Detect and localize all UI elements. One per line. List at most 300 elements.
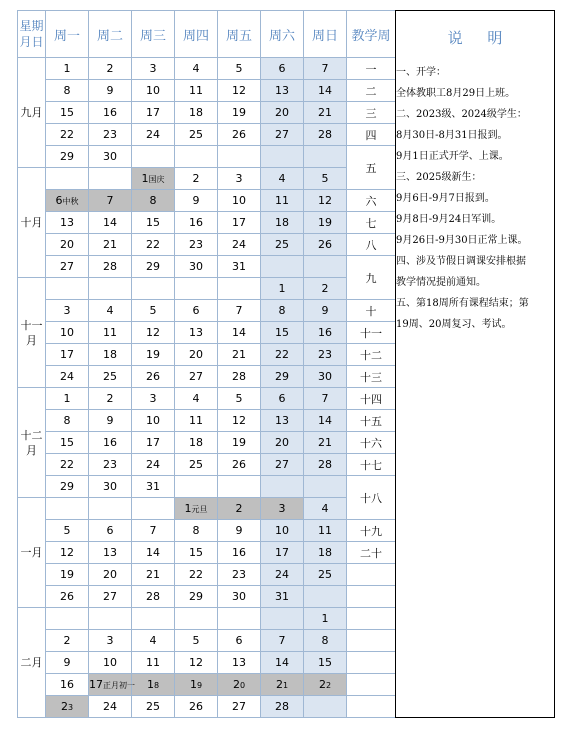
- day-cell: 11: [261, 190, 304, 212]
- month-label: 二月: [18, 608, 46, 718]
- day-cell: [218, 146, 261, 168]
- day-cell: 3: [89, 630, 132, 652]
- week-row: [18, 344, 396, 366]
- day-cell: [261, 146, 304, 168]
- week-row: [18, 256, 396, 278]
- day-cell: [132, 146, 175, 168]
- teaching-week: 十九: [347, 520, 396, 542]
- day-cell: [218, 278, 261, 300]
- teaching-week: 六: [347, 190, 396, 212]
- week-row: [18, 476, 396, 498]
- day-cell: 22: [132, 234, 175, 256]
- day-cell: 16: [304, 322, 347, 344]
- teaching-week: [347, 696, 396, 718]
- teaching-week: [347, 586, 396, 608]
- day-cell: 1国庆: [132, 168, 175, 190]
- day-cell: 20: [46, 234, 89, 256]
- teaching-week: 十五: [347, 410, 396, 432]
- calendar-body: [18, 58, 396, 718]
- day-cell: 31: [132, 476, 175, 498]
- day-cell: 12: [175, 652, 218, 674]
- day-cell: 7: [304, 388, 347, 410]
- teaching-week: [347, 564, 396, 586]
- day-cell: 18: [132, 674, 175, 696]
- teaching-week: 七: [347, 212, 396, 234]
- note-line: 19周、20周复习、考试。: [396, 319, 512, 330]
- month-label: 一月: [18, 498, 46, 608]
- day-cell: 9: [218, 520, 261, 542]
- day-cell: [89, 608, 132, 630]
- corner-top: 星期: [19, 19, 44, 33]
- day-cell: [261, 608, 304, 630]
- week-row: [18, 520, 396, 542]
- day-cell: 26: [175, 696, 218, 718]
- day-cell: 3: [132, 58, 175, 80]
- day-cell: 22: [46, 124, 89, 146]
- day-cell: 19: [218, 432, 261, 454]
- note-line: 9月1日正式开学、上课。: [396, 151, 509, 162]
- day-cell: 4: [175, 388, 218, 410]
- week-row: [18, 564, 396, 586]
- day-cell: [175, 608, 218, 630]
- week-row: [18, 234, 396, 256]
- day-cell: 27: [261, 454, 304, 476]
- month-label: 十二 月: [18, 388, 46, 498]
- day-cell: 31: [218, 256, 261, 278]
- day-cell: [304, 586, 347, 608]
- day-cell: 2: [89, 58, 132, 80]
- day-cell: 8: [304, 630, 347, 652]
- day-cell: [304, 256, 347, 278]
- day-cell: 5: [46, 520, 89, 542]
- day-cell: 10: [132, 80, 175, 102]
- note-line: 教学情况提前通知。: [396, 277, 486, 288]
- day-cell: 20: [218, 674, 261, 696]
- day-cell: 25: [175, 124, 218, 146]
- day-cell: 9: [175, 190, 218, 212]
- day-cell: 14: [261, 652, 304, 674]
- day-cell: [261, 256, 304, 278]
- teaching-week: [347, 674, 396, 696]
- day-cell: 12: [132, 322, 175, 344]
- note-line: 五、第18周所有课程结束；第: [396, 298, 529, 309]
- week-row: [18, 102, 396, 124]
- day-cell: 26: [304, 234, 347, 256]
- day-cell: 18: [175, 102, 218, 124]
- week-row: [18, 212, 396, 234]
- day-cell: 18: [89, 344, 132, 366]
- day-cell: 19: [46, 564, 89, 586]
- day-cell: [46, 498, 89, 520]
- day-cell: 14: [218, 322, 261, 344]
- note-line: 四、涉及节假日调课安排根据: [396, 256, 526, 267]
- day-cell: 5: [132, 300, 175, 322]
- day-cell: 11: [132, 652, 175, 674]
- day-cell: 21: [304, 102, 347, 124]
- month-label: 十月: [18, 168, 46, 278]
- day-cell: 14: [304, 410, 347, 432]
- day-cell: 22: [175, 564, 218, 586]
- day-cell: [175, 146, 218, 168]
- teaching-week: 十八: [347, 476, 396, 520]
- teaching-week: 五: [347, 146, 396, 190]
- day-cell: 21: [261, 674, 304, 696]
- week-row: [18, 652, 396, 674]
- day-cell: 3: [261, 498, 304, 520]
- teaching-week: 十: [347, 300, 396, 322]
- day-header-mon: 周一: [46, 11, 89, 58]
- day-cell: 20: [261, 432, 304, 454]
- day-cell: 30: [89, 476, 132, 498]
- day-cell: [304, 476, 347, 498]
- day-cell: [89, 168, 132, 190]
- day-cell: 20: [89, 564, 132, 586]
- day-cell: 26: [218, 124, 261, 146]
- day-cell: [46, 168, 89, 190]
- day-cell: 17: [132, 102, 175, 124]
- day-cell: 9: [304, 300, 347, 322]
- day-cell: 4: [261, 168, 304, 190]
- day-cell: 8: [261, 300, 304, 322]
- day-header-sat: 周六: [261, 11, 304, 58]
- header-row: [18, 11, 396, 58]
- day-cell: 4: [89, 300, 132, 322]
- day-cell: [46, 278, 89, 300]
- week-row: [18, 630, 396, 652]
- teaching-week: 九: [347, 256, 396, 300]
- week-row: [18, 58, 396, 80]
- day-cell: 9: [89, 410, 132, 432]
- day-cell: 16: [46, 674, 89, 696]
- day-cell: 10: [89, 652, 132, 674]
- teaching-week: 十一: [347, 322, 396, 344]
- day-cell: 23: [89, 454, 132, 476]
- day-cell: 9: [46, 652, 89, 674]
- day-cell: 6: [175, 300, 218, 322]
- day-cell: 30: [304, 366, 347, 388]
- notes-panel: [395, 10, 555, 718]
- day-cell: 1: [304, 608, 347, 630]
- day-cell: 1: [261, 278, 304, 300]
- teaching-week: 二十: [347, 542, 396, 564]
- day-cell: 17: [218, 212, 261, 234]
- day-cell: 25: [89, 366, 132, 388]
- day-cell: 24: [261, 564, 304, 586]
- day-cell: 2: [46, 630, 89, 652]
- corner-header: [18, 11, 46, 58]
- day-cell: 7: [218, 300, 261, 322]
- teaching-week: [347, 652, 396, 674]
- teaching-week: 四: [347, 124, 396, 146]
- teaching-week: 十七: [347, 454, 396, 476]
- day-cell: 17正月初一: [89, 674, 132, 696]
- week-row: [18, 190, 396, 212]
- day-cell: [132, 278, 175, 300]
- day-cell: 19: [175, 674, 218, 696]
- day-cell: 19: [218, 102, 261, 124]
- week-row: [18, 608, 396, 630]
- day-cell: 21: [218, 344, 261, 366]
- week-row: [18, 124, 396, 146]
- day-cell: 18: [175, 432, 218, 454]
- note-line: 8月30日-8月31日报到。: [396, 130, 508, 141]
- day-cell: 12: [304, 190, 347, 212]
- note-line: 二、2023级、2024级学生：: [396, 109, 527, 120]
- day-cell: 14: [304, 80, 347, 102]
- day-cell: 27: [218, 696, 261, 718]
- day-cell: 14: [132, 542, 175, 564]
- day-cell: 29: [132, 256, 175, 278]
- day-cell: [304, 696, 347, 718]
- teaching-week: 十三: [347, 366, 396, 388]
- day-cell: 5: [304, 168, 347, 190]
- teaching-week: 三: [347, 102, 396, 124]
- teaching-week: 八: [347, 234, 396, 256]
- day-cell: 3: [46, 300, 89, 322]
- month-label: 十一 月: [18, 278, 46, 388]
- week-row: [18, 146, 396, 168]
- day-cell: 8: [132, 190, 175, 212]
- day-cell: 3: [132, 388, 175, 410]
- notes-title: 说 明: [447, 29, 513, 47]
- week-row: [18, 454, 396, 476]
- day-cell: 2: [89, 388, 132, 410]
- day-cell: [304, 146, 347, 168]
- week-row: [18, 388, 396, 410]
- day-cell: 10: [218, 190, 261, 212]
- day-cell: 23: [304, 344, 347, 366]
- day-cell: [261, 476, 304, 498]
- day-cell: 20: [175, 344, 218, 366]
- day-cell: 21: [89, 234, 132, 256]
- week-row: [18, 278, 396, 300]
- day-cell: 13: [175, 322, 218, 344]
- day-cell: 6: [89, 520, 132, 542]
- teaching-week: 十六: [347, 432, 396, 454]
- day-cell: 26: [218, 454, 261, 476]
- day-cell: 27: [89, 586, 132, 608]
- day-cell: 6: [261, 58, 304, 80]
- day-cell: 25: [304, 564, 347, 586]
- day-cell: 9: [89, 80, 132, 102]
- day-cell: 28: [261, 696, 304, 718]
- day-cell: 27: [175, 366, 218, 388]
- week-row: [18, 80, 396, 102]
- day-cell: 31: [261, 586, 304, 608]
- week-row: [18, 674, 396, 696]
- day-cell: 22: [304, 674, 347, 696]
- day-cell: 24: [46, 366, 89, 388]
- day-cell: 28: [132, 586, 175, 608]
- day-cell: 19: [132, 344, 175, 366]
- day-cell: 22: [261, 344, 304, 366]
- day-cell: [46, 608, 89, 630]
- day-cell: 15: [175, 542, 218, 564]
- day-cell: [175, 476, 218, 498]
- day-cell: 29: [46, 476, 89, 498]
- day-cell: 25: [175, 454, 218, 476]
- notes-lines: [396, 62, 554, 335]
- day-cell: 15: [46, 102, 89, 124]
- day-cell: 13: [218, 652, 261, 674]
- day-cell: 7: [89, 190, 132, 212]
- day-cell: 6: [218, 630, 261, 652]
- day-cell: 1元旦: [175, 498, 218, 520]
- week-row: [18, 498, 396, 520]
- day-cell: 23: [46, 696, 89, 718]
- day-header-fri: 周五: [218, 11, 261, 58]
- day-cell: 28: [304, 124, 347, 146]
- day-cell: 8: [175, 520, 218, 542]
- calendar-table: [17, 10, 396, 718]
- day-cell: 25: [132, 696, 175, 718]
- day-cell: 13: [261, 80, 304, 102]
- day-cell: 16: [89, 432, 132, 454]
- day-cell: 20: [261, 102, 304, 124]
- day-cell: 11: [175, 80, 218, 102]
- day-cell: 30: [218, 586, 261, 608]
- day-cell: 5: [218, 58, 261, 80]
- day-cell: 4: [175, 58, 218, 80]
- day-cell: 19: [304, 212, 347, 234]
- week-row: [18, 366, 396, 388]
- day-cell: 1: [46, 58, 89, 80]
- day-cell: 8: [46, 80, 89, 102]
- day-cell: 12: [218, 410, 261, 432]
- day-cell: 13: [89, 542, 132, 564]
- day-cell: 30: [175, 256, 218, 278]
- day-cell: 11: [175, 410, 218, 432]
- day-cell: 30: [89, 146, 132, 168]
- week-row: [18, 696, 396, 718]
- day-cell: 27: [46, 256, 89, 278]
- day-cell: 5: [218, 388, 261, 410]
- note-line: 9月6日-9月7日报到。: [396, 193, 495, 204]
- day-cell: 6中秋: [46, 190, 89, 212]
- day-cell: 10: [132, 410, 175, 432]
- corner-bottom: 月日: [19, 35, 44, 49]
- week-row: [18, 322, 396, 344]
- day-cell: 2: [175, 168, 218, 190]
- day-header-thu: 周四: [175, 11, 218, 58]
- note-line: 全体教职工8月29日上班。: [396, 88, 516, 99]
- day-cell: 22: [46, 454, 89, 476]
- day-cell: 21: [132, 564, 175, 586]
- teaching-week: 十四: [347, 388, 396, 410]
- day-cell: 23: [218, 564, 261, 586]
- day-cell: 21: [304, 432, 347, 454]
- day-cell: 24: [89, 696, 132, 718]
- day-cell: 14: [89, 212, 132, 234]
- day-cell: 17: [132, 432, 175, 454]
- month-label: 九月: [18, 58, 46, 168]
- day-cell: 25: [261, 234, 304, 256]
- day-cell: 3: [218, 168, 261, 190]
- teaching-week: 二: [347, 80, 396, 102]
- day-cell: 2: [304, 278, 347, 300]
- day-cell: 10: [261, 520, 304, 542]
- day-cell: 13: [46, 212, 89, 234]
- day-cell: 29: [175, 586, 218, 608]
- day-cell: [89, 278, 132, 300]
- day-cell: 28: [89, 256, 132, 278]
- week-row: [18, 542, 396, 564]
- day-cell: 12: [46, 542, 89, 564]
- day-cell: 4: [132, 630, 175, 652]
- day-cell: 12: [218, 80, 261, 102]
- week-header: 教学周: [347, 11, 396, 58]
- day-cell: [89, 498, 132, 520]
- day-cell: 15: [304, 652, 347, 674]
- day-cell: 10: [46, 322, 89, 344]
- day-cell: 5: [175, 630, 218, 652]
- day-cell: [218, 608, 261, 630]
- day-header-sun: 周日: [304, 11, 347, 58]
- day-cell: 13: [261, 410, 304, 432]
- day-cell: 26: [46, 586, 89, 608]
- day-cell: 17: [46, 344, 89, 366]
- day-cell: 24: [132, 454, 175, 476]
- day-cell: 15: [261, 322, 304, 344]
- note-line: 9月8日-9月24日军训。: [396, 214, 502, 225]
- day-cell: 24: [132, 124, 175, 146]
- day-cell: 7: [304, 58, 347, 80]
- day-cell: 23: [89, 124, 132, 146]
- day-cell: 23: [175, 234, 218, 256]
- day-cell: 16: [218, 542, 261, 564]
- school-calendar: [17, 10, 554, 718]
- day-cell: 7: [261, 630, 304, 652]
- teaching-week: [347, 630, 396, 652]
- day-cell: 2: [218, 498, 261, 520]
- day-cell: [132, 608, 175, 630]
- day-cell: 4: [304, 498, 347, 520]
- day-cell: [218, 476, 261, 498]
- day-cell: 18: [261, 212, 304, 234]
- week-row: [18, 410, 396, 432]
- day-cell: 15: [132, 212, 175, 234]
- day-header-tue: 周二: [89, 11, 132, 58]
- day-cell: 8: [46, 410, 89, 432]
- day-cell: 11: [304, 520, 347, 542]
- day-header-wed: 周三: [132, 11, 175, 58]
- day-cell: 17: [261, 542, 304, 564]
- day-cell: 15: [46, 432, 89, 454]
- day-cell: 1: [46, 388, 89, 410]
- teaching-week: 十二: [347, 344, 396, 366]
- day-cell: [132, 498, 175, 520]
- week-row: [18, 432, 396, 454]
- week-row: [18, 168, 396, 190]
- day-cell: 28: [218, 366, 261, 388]
- week-row: [18, 300, 396, 322]
- day-cell: 16: [89, 102, 132, 124]
- note-line: 9月26日-9月30日正常上课。: [396, 235, 528, 246]
- teaching-week: 一: [347, 58, 396, 80]
- day-cell: 24: [218, 234, 261, 256]
- day-cell: 11: [89, 322, 132, 344]
- day-cell: 6: [261, 388, 304, 410]
- day-cell: 16: [175, 212, 218, 234]
- day-cell: 26: [132, 366, 175, 388]
- teaching-week: [347, 608, 396, 630]
- note-line: 三、2025级新生：: [396, 172, 482, 183]
- day-cell: 7: [132, 520, 175, 542]
- day-cell: 28: [304, 454, 347, 476]
- day-cell: 27: [261, 124, 304, 146]
- week-row: [18, 586, 396, 608]
- day-cell: 18: [304, 542, 347, 564]
